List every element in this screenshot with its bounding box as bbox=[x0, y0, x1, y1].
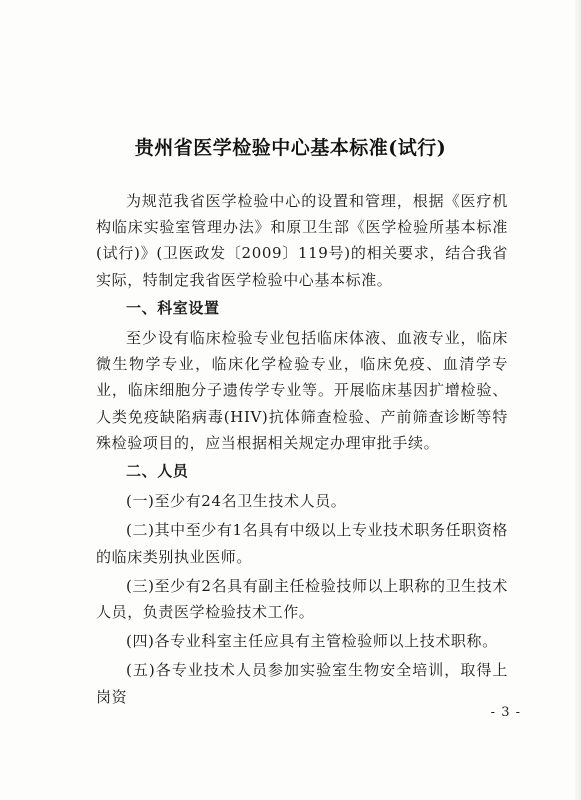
personnel-item: (一)至少有24名卫生技术人员。 bbox=[126, 492, 347, 511]
section-heading-departments: 一、科室设置 bbox=[126, 298, 220, 317]
section-body-departments: 至少设有临床检验专业包括临床体液、血液专业，临床微生物学专业，临床化学检验专业，临床免疫、血清学专业，临床细胞分子遗传学专业等。开展临床基因扩增检验、人类免疫缺陷病毒(HIV)抗体筛查检验、产前筛查诊断等特殊检验项目的，应当根据相关规定办理审批手续。 bbox=[96, 329, 508, 452]
intro-paragraph: 为规范我省医学检验中心的设置和管理，根据《医疗机构临床实验室管理办法》和原卫生部《医学检验所基本标准(试行)》(卫医政发〔2009〕119号)的相关要求，结合我省实际，特制定我省医学检验中心基本标准。 bbox=[96, 192, 508, 289]
page-number: - 3 - bbox=[490, 705, 521, 720]
section-heading-personnel: 二、人员 bbox=[126, 462, 189, 481]
personnel-item: (四)各专业科室主任应具有主管检验师以上技术职称。 bbox=[126, 632, 498, 651]
document-body bbox=[96, 188, 508, 713]
personnel-item: (二)其中至少有1名具有中级以上专业技术职务任职资格的临床类别执业医师。 bbox=[96, 521, 508, 566]
scan-edge bbox=[575, 0, 581, 800]
personnel-item: (五)各专业技术人员参加实验室生物安全培训，取得上岗资 bbox=[96, 661, 508, 706]
document-title: 贵州省医学检验中心基本标准(试行) bbox=[134, 137, 447, 159]
personnel-item: (三)至少有2名具有副主任检验技师以上职称的卫生技术人员，负责医学检验技术工作。 bbox=[96, 576, 508, 622]
